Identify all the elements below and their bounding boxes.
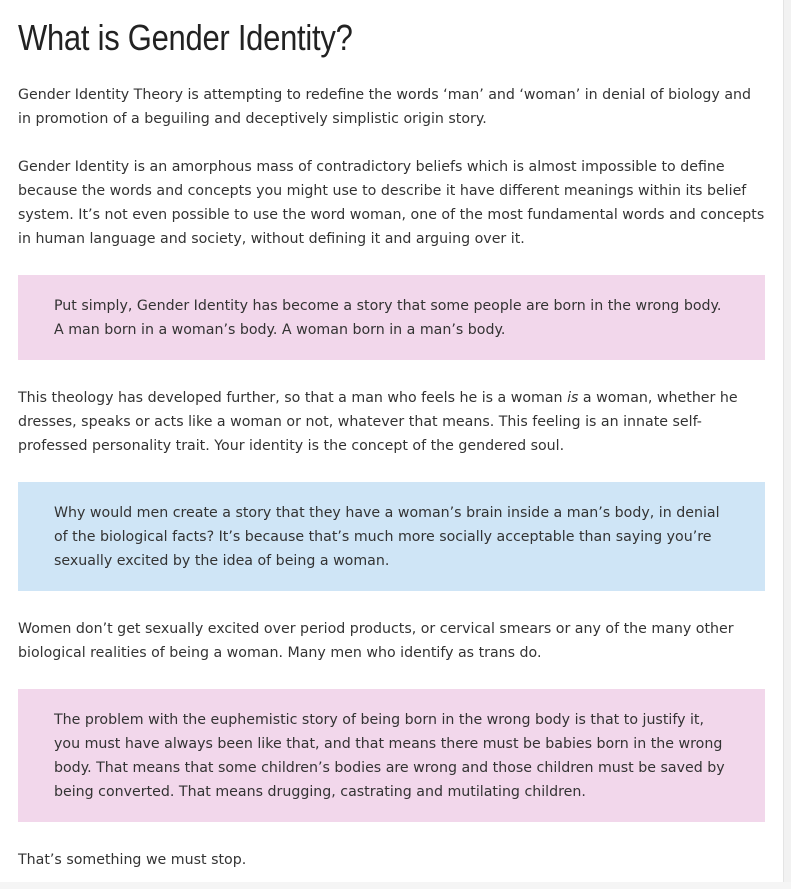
callout-text: Put simply, Gender Identity has become a story that some people are born in the wrong body. A man born in a woman’s body. A woman born in a man’s body. <box>54 298 722 338</box>
definition-paragraph: Gender Identity is an amorphous mass of contradictory beliefs which is almost impossible to define because the words and concepts you might use to describe it have different meanings within its belief system. It’s not even possible to use the word woman, one of the most fundamental words and concepts in human language and society, without defining it and arguing over it. <box>18 159 765 247</box>
pink-callout-wrong-body <box>18 275 765 360</box>
callout-text: The problem with the euphemistic story of being born in the wrong body is that to justify it, you must have always been like that, and that means there must be babies born in the wrong body. That means that some children’s bodies are wrong and those children must be saved by being converted. That means drugging, castrating and mutilating children. <box>54 712 725 800</box>
page-title: What is Gender Identity? <box>18 17 353 58</box>
theology-text-before: This theology has developed further, so that a man who feels he is a woman <box>18 390 568 406</box>
page-bottom-edge <box>0 882 791 889</box>
scrollbar-track[interactable] <box>783 0 791 889</box>
theology-paragraph <box>18 386 766 458</box>
blue-callout-why-men <box>18 482 765 591</box>
article-content <box>18 10 766 872</box>
women-paragraph: Women don’t get sexually excited over period products, or cervical smears or any of the many other biological realities of being a woman. Many men who identify as trans do. <box>18 621 734 661</box>
pink-callout-problem <box>18 689 765 822</box>
intro-paragraph: Gender Identity Theory is attempting to redefine the words ‘man’ and ‘woman’ in denial of biology and in promotion of a beguiling and deceptively simplistic origin story. <box>18 87 752 127</box>
callout-text: Why would men create a story that they have a woman’s brain inside a man’s body, in denial of the biological facts? It’s because that’s much more socially acceptable than saying you’re sexually excited by the idea of being a woman. <box>54 505 720 569</box>
theology-emphasis: is <box>567 390 579 406</box>
theology-text-after: a woman, whether he dresses, speaks or acts like a woman or not, whatever that means. This feeling is an innate self-professed personality trait. Your identity is the concept of the gendered soul. <box>18 390 738 454</box>
closing-paragraph: That’s something we must stop. <box>18 852 247 868</box>
